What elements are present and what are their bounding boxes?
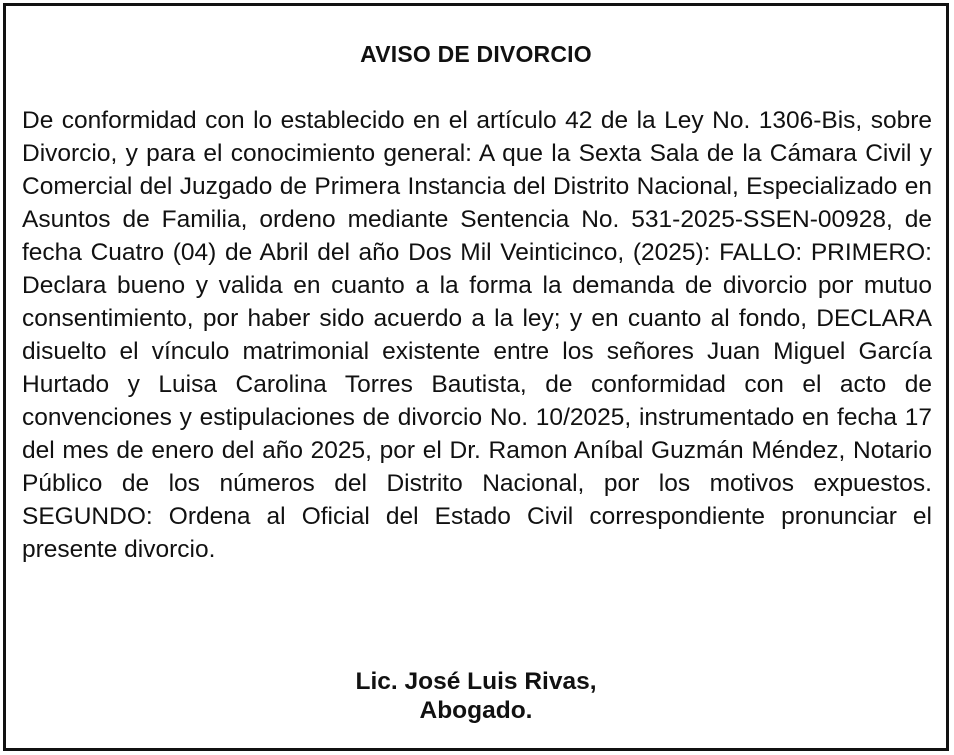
signature-block xyxy=(6,667,946,725)
notice-frame xyxy=(3,3,949,751)
signature-name: Lic. José Luis Rivas, xyxy=(355,668,597,695)
notice-body: De conformidad con lo establecido en el artículo 42 de la Ley No. 1306-Bis, sobre Divorcio, y para el conocimiento general: A que la Sexta Sala de la Cámara Civil y Comercial del Juzgado de Primera Instancia del Distrito Nacional, Especializado en Asuntos de Familia, ordeno mediante Sentencia No. 531-2025-SSEN-00928, de fecha Cuatro (04) de Abril del año Dos Mil Veinticinco, (2025): FALLO: PRIMERO: Declara bueno y valida en cuanto a la forma la demanda de divorcio por mutuo consentimiento, por haber sido acuerdo a la ley; y en cuanto al fondo, DECLARA disuelto el vínculo matrimonial existente entre los señores Juan Miguel García Hurtado y Luisa Carolina Torres Bautista, de conformidad con el acto de convenciones y estipulaciones de divorcio No. 10/2025, instrumentado en fecha 17 del mes de enero del año 2025, por el Dr. Ramon Aníbal Guzmán Méndez, Notario Público de los números del Distrito Nacional, por los motivos expuestos. SEGUNDO: Ordena al Oficial del Estado Civil correspondiente pronunciar el presente divorcio. xyxy=(22,107,932,563)
notice-title: AVISO DE DIVORCIO xyxy=(360,41,592,67)
signature-title: Abogado. xyxy=(419,697,533,724)
